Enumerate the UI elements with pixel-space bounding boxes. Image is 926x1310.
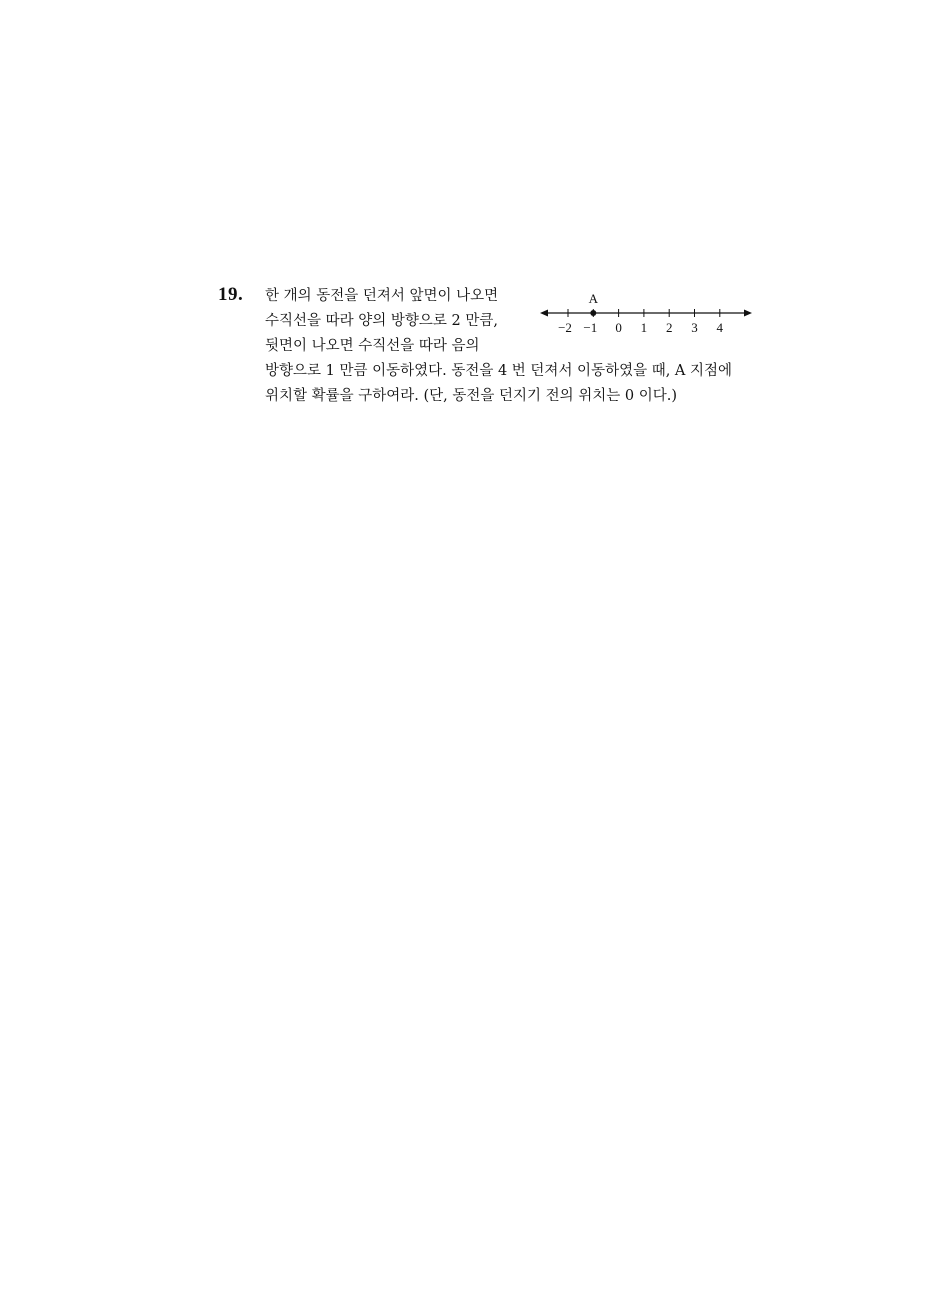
problem-text-line-1: 한 개의 동전을 던져서 앞면이 나오면 [265, 288, 499, 304]
problem-text-line-5: 위치할 확률을 구하여라. (단, 동전을 던지기 전의 위치는 0 이다.) [265, 388, 678, 404]
tick-label: 0 [615, 320, 622, 335]
number-line-svg [538, 288, 758, 340]
tick-label: −1 [583, 320, 598, 335]
problem-number: 19. [218, 284, 244, 305]
number-line-figure [538, 288, 758, 340]
point-a-dot [590, 310, 596, 316]
tick-label: 3 [691, 320, 698, 335]
point-a-label: A [588, 291, 598, 306]
tick-label: 1 [640, 320, 648, 335]
problem-text-line-3: 뒷면이 나오면 수직선을 따라 음의 [265, 338, 480, 354]
right-arrow-icon [744, 310, 752, 317]
problem-text-line-4: 방향으로 1 만큼 이동하였다. 동전을 4 번 던져서 이동하였을 때, A 지점에 [265, 363, 733, 379]
tick-label: −2 [558, 320, 572, 335]
problem-text-line-2: 수직선을 따라 양의 방향으로 2 만큼, [265, 313, 498, 329]
left-arrow-icon [540, 310, 548, 317]
tick-label: 2 [665, 320, 673, 335]
tick-label: 4 [716, 320, 724, 335]
